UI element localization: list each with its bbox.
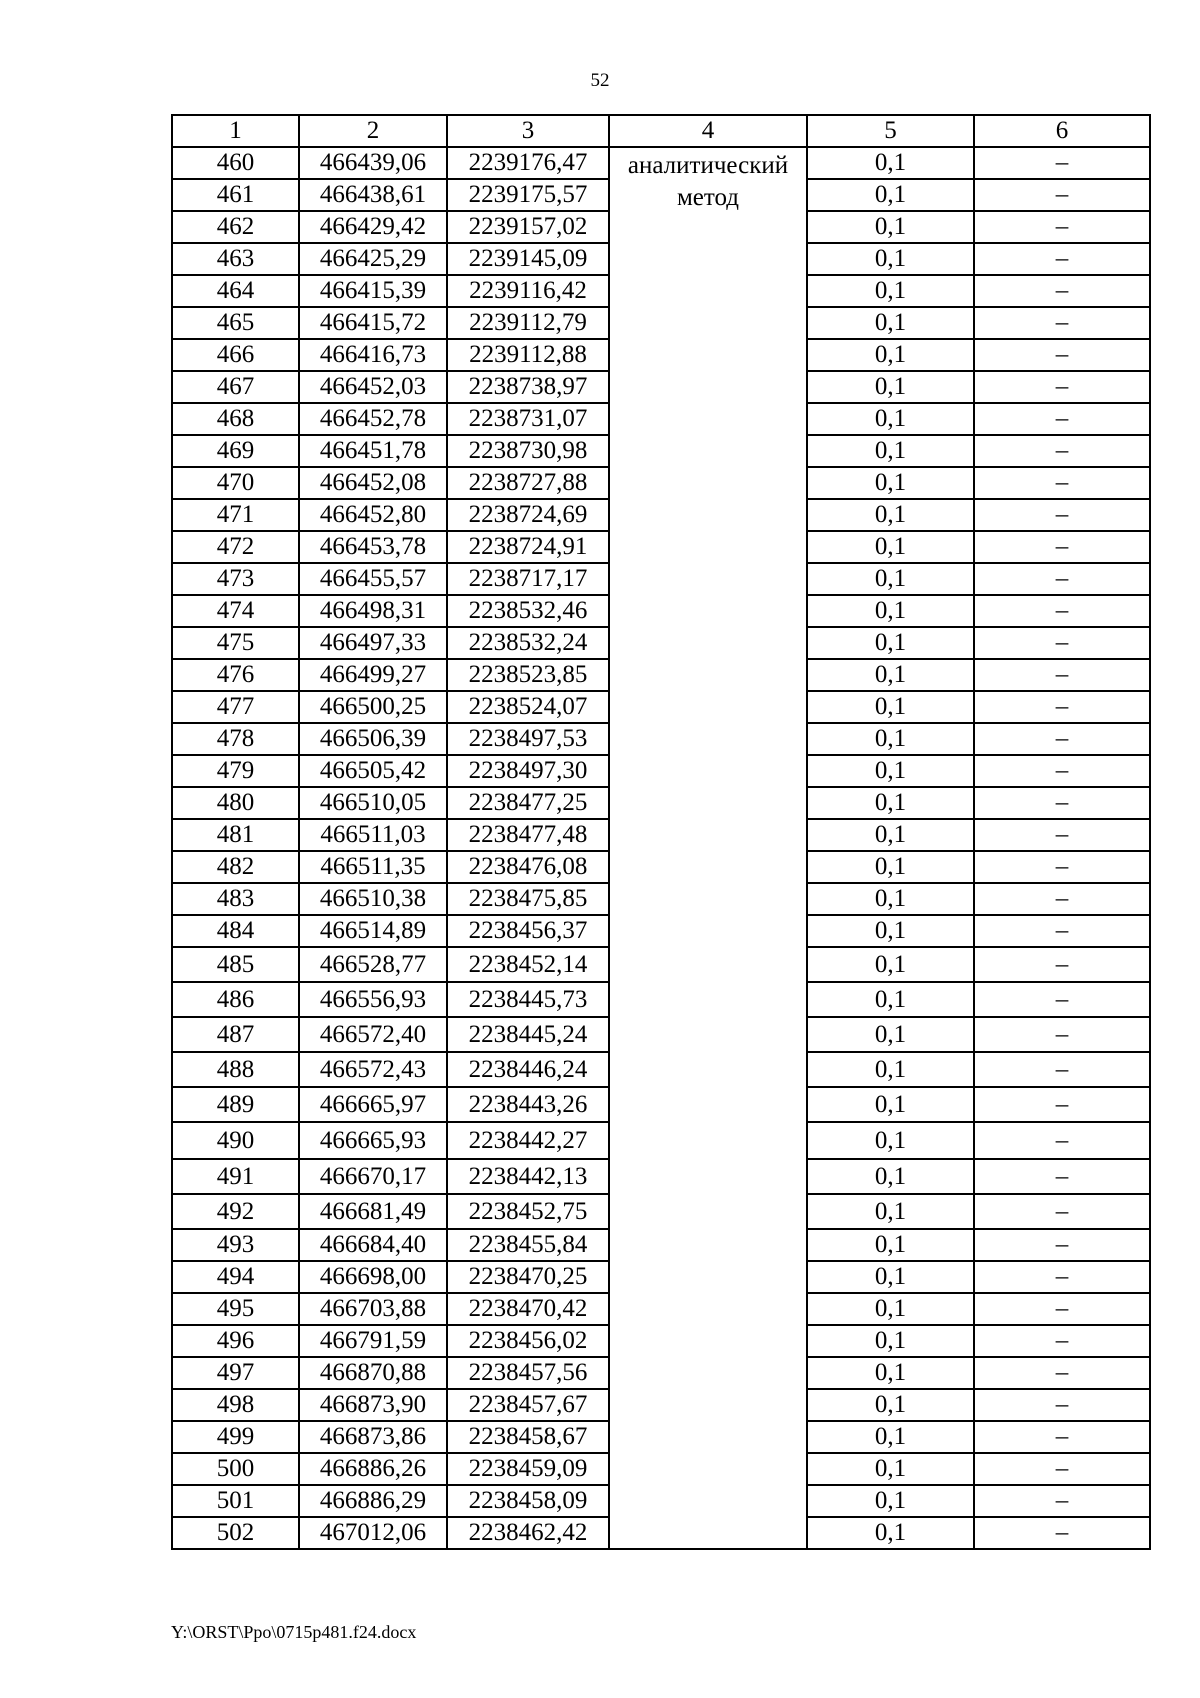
coordinate-x-cell: 466506,39 (299, 723, 447, 755)
coordinate-x-cell: 466791,59 (299, 1325, 447, 1357)
description-cell: – (974, 435, 1150, 467)
coordinate-x-cell: 466451,78 (299, 435, 447, 467)
point-number-cell: 475 (172, 627, 299, 659)
description-cell: – (974, 1453, 1150, 1485)
coordinate-x-cell: 466429,42 (299, 211, 447, 243)
coordinate-x-cell: 466452,78 (299, 403, 447, 435)
coordinate-x-cell: 466505,42 (299, 755, 447, 787)
accuracy-cell: 0,1 (807, 147, 974, 179)
coordinate-x-cell: 466556,93 (299, 982, 447, 1017)
point-number-cell: 461 (172, 179, 299, 211)
description-cell: – (974, 851, 1150, 883)
coordinate-y-cell: 2238532,24 (447, 627, 609, 659)
point-number-cell: 465 (172, 307, 299, 339)
coordinate-y-cell: 2238456,37 (447, 915, 609, 947)
coordinate-y-cell: 2238452,14 (447, 947, 609, 982)
coordinate-x-cell: 466670,17 (299, 1159, 447, 1194)
accuracy-cell: 0,1 (807, 499, 974, 531)
coordinate-x-cell: 466415,39 (299, 275, 447, 307)
point-number-cell: 498 (172, 1389, 299, 1421)
coordinate-x-cell: 467012,06 (299, 1517, 447, 1549)
point-number-cell: 474 (172, 595, 299, 627)
accuracy-cell: 0,1 (807, 1293, 974, 1325)
description-cell: – (974, 627, 1150, 659)
accuracy-cell: 0,1 (807, 243, 974, 275)
accuracy-cell: 0,1 (807, 467, 974, 499)
point-number-cell: 472 (172, 531, 299, 563)
coordinate-x-cell: 466499,27 (299, 659, 447, 691)
description-cell: – (974, 531, 1150, 563)
point-number-cell: 480 (172, 787, 299, 819)
coordinate-y-cell: 2238458,67 (447, 1421, 609, 1453)
point-number-cell: 490 (172, 1122, 299, 1159)
accuracy-cell: 0,1 (807, 1194, 974, 1229)
coordinate-x-cell: 466438,61 (299, 179, 447, 211)
description-cell: – (974, 1052, 1150, 1087)
description-cell: – (974, 371, 1150, 403)
description-cell: – (974, 211, 1150, 243)
coordinate-y-cell: 2239176,47 (447, 147, 609, 179)
accuracy-cell: 0,1 (807, 947, 974, 982)
table-row (172, 147, 1150, 179)
coordinate-y-cell: 2238442,13 (447, 1159, 609, 1194)
description-cell: – (974, 915, 1150, 947)
accuracy-cell: 0,1 (807, 403, 974, 435)
coordinate-y-cell: 2238442,27 (447, 1122, 609, 1159)
accuracy-cell: 0,1 (807, 1017, 974, 1052)
coordinate-y-cell: 2238497,30 (447, 755, 609, 787)
description-cell: – (974, 1229, 1150, 1261)
accuracy-cell: 0,1 (807, 1261, 974, 1293)
point-number-cell: 491 (172, 1159, 299, 1194)
accuracy-cell: 0,1 (807, 627, 974, 659)
coordinate-x-cell: 466511,35 (299, 851, 447, 883)
point-number-cell: 477 (172, 691, 299, 723)
coordinate-y-cell: 2238456,02 (447, 1325, 609, 1357)
description-cell: – (974, 243, 1150, 275)
description-cell: – (974, 691, 1150, 723)
description-cell: – (974, 1421, 1150, 1453)
description-cell: – (974, 499, 1150, 531)
coordinate-x-cell: 466681,49 (299, 1194, 447, 1229)
accuracy-cell: 0,1 (807, 1122, 974, 1159)
accuracy-cell: 0,1 (807, 435, 974, 467)
accuracy-cell: 0,1 (807, 723, 974, 755)
coordinate-y-cell: 2238497,53 (447, 723, 609, 755)
coordinate-y-cell: 2238457,56 (447, 1357, 609, 1389)
accuracy-cell: 0,1 (807, 1052, 974, 1087)
description-cell: – (974, 275, 1150, 307)
point-number-cell: 494 (172, 1261, 299, 1293)
point-number-cell: 460 (172, 147, 299, 179)
accuracy-cell: 0,1 (807, 915, 974, 947)
description-cell: – (974, 179, 1150, 211)
coordinate-x-cell: 466439,06 (299, 147, 447, 179)
description-cell: – (974, 659, 1150, 691)
accuracy-cell: 0,1 (807, 755, 974, 787)
table-body (172, 115, 1150, 1549)
accuracy-cell: 0,1 (807, 1421, 974, 1453)
description-cell: – (974, 1261, 1150, 1293)
coordinate-y-cell: 2238445,24 (447, 1017, 609, 1052)
description-cell: – (974, 595, 1150, 627)
coordinate-y-cell: 2239112,88 (447, 339, 609, 371)
coordinate-y-cell: 2238475,85 (447, 883, 609, 915)
coordinate-y-cell: 2239157,02 (447, 211, 609, 243)
point-number-cell: 487 (172, 1017, 299, 1052)
point-number-cell: 483 (172, 883, 299, 915)
coordinate-y-cell: 2238477,25 (447, 787, 609, 819)
accuracy-cell: 0,1 (807, 982, 974, 1017)
description-cell: – (974, 1517, 1150, 1549)
description-cell: – (974, 1159, 1150, 1194)
coordinate-x-cell: 466684,40 (299, 1229, 447, 1261)
description-cell: – (974, 403, 1150, 435)
coordinate-x-cell: 466510,38 (299, 883, 447, 915)
coordinate-x-cell: 466425,29 (299, 243, 447, 275)
description-cell: – (974, 947, 1150, 982)
coordinate-y-cell: 2238730,98 (447, 435, 609, 467)
coordinate-y-cell: 2239175,57 (447, 179, 609, 211)
accuracy-cell: 0,1 (807, 371, 974, 403)
accuracy-cell: 0,1 (807, 179, 974, 211)
coordinate-y-cell: 2238457,67 (447, 1389, 609, 1421)
description-cell: – (974, 982, 1150, 1017)
point-number-cell: 493 (172, 1229, 299, 1261)
coordinate-x-cell: 466886,29 (299, 1485, 447, 1517)
coordinate-x-cell: 466514,89 (299, 915, 447, 947)
description-cell: – (974, 819, 1150, 851)
accuracy-cell: 0,1 (807, 659, 974, 691)
accuracy-cell: 0,1 (807, 1453, 974, 1485)
coordinate-x-cell: 466453,78 (299, 531, 447, 563)
coordinate-x-cell: 466498,31 (299, 595, 447, 627)
coordinate-x-cell: 466665,93 (299, 1122, 447, 1159)
point-number-cell: 467 (172, 371, 299, 403)
coordinate-x-cell: 466703,88 (299, 1293, 447, 1325)
coordinate-y-cell: 2238532,46 (447, 595, 609, 627)
coordinate-y-cell: 2238470,25 (447, 1261, 609, 1293)
method-cell: аналитический метод (609, 147, 807, 1549)
header-cell-col-4: 4 (609, 115, 807, 147)
point-number-cell: 469 (172, 435, 299, 467)
point-number-cell: 481 (172, 819, 299, 851)
coordinate-x-cell: 466452,08 (299, 467, 447, 499)
coordinate-y-cell: 2238459,09 (447, 1453, 609, 1485)
accuracy-cell: 0,1 (807, 595, 974, 627)
point-number-cell: 470 (172, 467, 299, 499)
coordinate-y-cell: 2238462,42 (447, 1517, 609, 1549)
coordinate-y-cell: 2238477,48 (447, 819, 609, 851)
coordinates-table (171, 114, 1151, 1550)
coordinate-x-cell: 466870,88 (299, 1357, 447, 1389)
description-cell: – (974, 467, 1150, 499)
point-number-cell: 497 (172, 1357, 299, 1389)
coordinate-x-cell: 466416,73 (299, 339, 447, 371)
coordinate-y-cell: 2238476,08 (447, 851, 609, 883)
point-number-cell: 466 (172, 339, 299, 371)
accuracy-cell: 0,1 (807, 1357, 974, 1389)
description-cell: – (974, 787, 1150, 819)
description-cell: – (974, 563, 1150, 595)
footer-file-path: Y:\ORST\Ppo\0715p481.f24.docx (171, 1622, 417, 1642)
accuracy-cell: 0,1 (807, 1389, 974, 1421)
header-cell-col-1: 1 (172, 115, 299, 147)
coordinate-y-cell: 2238446,24 (447, 1052, 609, 1087)
description-cell: – (974, 1087, 1150, 1122)
coordinate-x-cell: 466873,90 (299, 1389, 447, 1421)
coordinate-x-cell: 466528,77 (299, 947, 447, 982)
coordinate-y-cell: 2238738,97 (447, 371, 609, 403)
accuracy-cell: 0,1 (807, 307, 974, 339)
point-number-cell: 500 (172, 1453, 299, 1485)
coordinate-y-cell: 2239145,09 (447, 243, 609, 275)
coordinate-x-cell: 466452,03 (299, 371, 447, 403)
table-header-row (172, 115, 1150, 147)
coordinate-x-cell: 466873,86 (299, 1421, 447, 1453)
header-cell-col-3: 3 (447, 115, 609, 147)
coordinate-x-cell: 466497,33 (299, 627, 447, 659)
point-number-cell: 473 (172, 563, 299, 595)
coordinate-x-cell: 466500,25 (299, 691, 447, 723)
coordinate-x-cell: 466665,97 (299, 1087, 447, 1122)
accuracy-cell: 0,1 (807, 1325, 974, 1357)
coordinate-x-cell: 466572,43 (299, 1052, 447, 1087)
point-number-cell: 488 (172, 1052, 299, 1087)
description-cell: – (974, 147, 1150, 179)
header-cell-col-2: 2 (299, 115, 447, 147)
coordinate-x-cell: 466455,57 (299, 563, 447, 595)
description-cell: – (974, 1357, 1150, 1389)
accuracy-cell: 0,1 (807, 1229, 974, 1261)
point-number-cell: 501 (172, 1485, 299, 1517)
coordinate-y-cell: 2238717,17 (447, 563, 609, 595)
header-cell-col-5: 5 (807, 115, 974, 147)
point-number-cell: 464 (172, 275, 299, 307)
accuracy-cell: 0,1 (807, 819, 974, 851)
accuracy-cell: 0,1 (807, 1159, 974, 1194)
coordinate-y-cell: 2238524,07 (447, 691, 609, 723)
point-number-cell: 462 (172, 211, 299, 243)
coordinate-y-cell: 2238470,42 (447, 1293, 609, 1325)
coordinate-x-cell: 466886,26 (299, 1453, 447, 1485)
coordinate-y-cell: 2238731,07 (447, 403, 609, 435)
coordinate-y-cell: 2238452,75 (447, 1194, 609, 1229)
coordinate-x-cell: 466452,80 (299, 499, 447, 531)
accuracy-cell: 0,1 (807, 883, 974, 915)
description-cell: – (974, 1017, 1150, 1052)
description-cell: – (974, 1325, 1150, 1357)
point-number-cell: 486 (172, 982, 299, 1017)
coordinate-y-cell: 2238523,85 (447, 659, 609, 691)
point-number-cell: 463 (172, 243, 299, 275)
accuracy-cell: 0,1 (807, 531, 974, 563)
point-number-cell: 502 (172, 1517, 299, 1549)
accuracy-cell: 0,1 (807, 851, 974, 883)
description-cell: – (974, 1389, 1150, 1421)
description-cell: – (974, 755, 1150, 787)
coordinate-x-cell: 466698,00 (299, 1261, 447, 1293)
coordinate-y-cell: 2239112,79 (447, 307, 609, 339)
description-cell: – (974, 1122, 1150, 1159)
coordinate-y-cell: 2238445,73 (447, 982, 609, 1017)
page-number: 52 (590, 70, 610, 91)
coordinate-x-cell: 466415,72 (299, 307, 447, 339)
coordinate-y-cell: 2238727,88 (447, 467, 609, 499)
accuracy-cell: 0,1 (807, 787, 974, 819)
coordinate-x-cell: 466511,03 (299, 819, 447, 851)
coordinate-y-cell: 2238458,09 (447, 1485, 609, 1517)
accuracy-cell: 0,1 (807, 339, 974, 371)
description-cell: – (974, 339, 1150, 371)
point-number-cell: 489 (172, 1087, 299, 1122)
point-number-cell: 468 (172, 403, 299, 435)
accuracy-cell: 0,1 (807, 1087, 974, 1122)
point-number-cell: 495 (172, 1293, 299, 1325)
point-number-cell: 484 (172, 915, 299, 947)
header-cell-col-6: 6 (974, 115, 1150, 147)
point-number-cell: 496 (172, 1325, 299, 1357)
accuracy-cell: 0,1 (807, 691, 974, 723)
description-cell: – (974, 1194, 1150, 1229)
coordinate-y-cell: 2238724,69 (447, 499, 609, 531)
accuracy-cell: 0,1 (807, 211, 974, 243)
description-cell: – (974, 883, 1150, 915)
description-cell: – (974, 1293, 1150, 1325)
accuracy-cell: 0,1 (807, 1485, 974, 1517)
point-number-cell: 485 (172, 947, 299, 982)
point-number-cell: 476 (172, 659, 299, 691)
point-number-cell: 479 (172, 755, 299, 787)
description-cell: – (974, 307, 1150, 339)
description-cell: – (974, 723, 1150, 755)
point-number-cell: 492 (172, 1194, 299, 1229)
point-number-cell: 499 (172, 1421, 299, 1453)
accuracy-cell: 0,1 (807, 1517, 974, 1549)
point-number-cell: 471 (172, 499, 299, 531)
coordinate-y-cell: 2238455,84 (447, 1229, 609, 1261)
point-number-cell: 478 (172, 723, 299, 755)
coordinate-x-cell: 466510,05 (299, 787, 447, 819)
point-number-cell: 482 (172, 851, 299, 883)
accuracy-cell: 0,1 (807, 275, 974, 307)
description-cell: – (974, 1485, 1150, 1517)
coordinate-y-cell: 2238724,91 (447, 531, 609, 563)
accuracy-cell: 0,1 (807, 563, 974, 595)
coordinate-y-cell: 2238443,26 (447, 1087, 609, 1122)
coordinate-y-cell: 2239116,42 (447, 275, 609, 307)
coordinate-x-cell: 466572,40 (299, 1017, 447, 1052)
